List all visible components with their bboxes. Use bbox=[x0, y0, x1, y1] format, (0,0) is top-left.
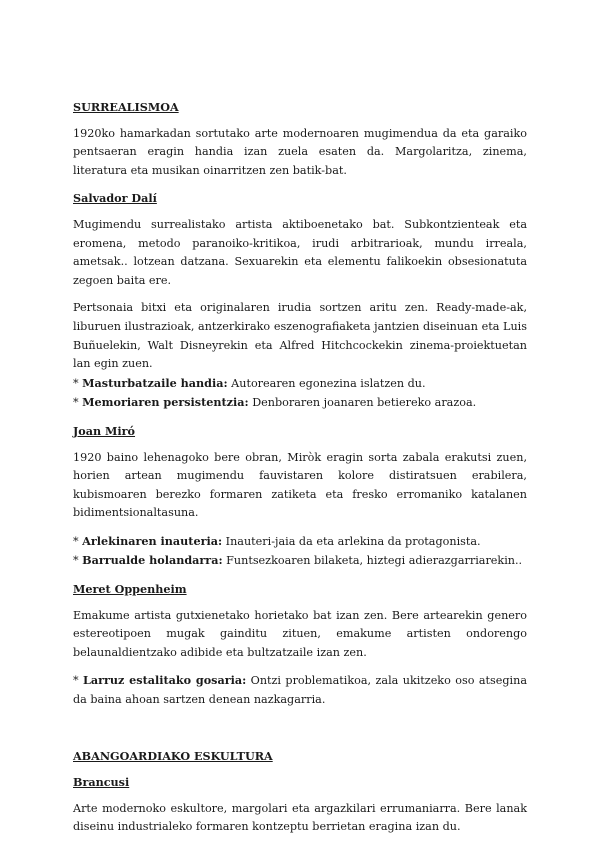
section-heading-surrealismoa: SURREALISMOA bbox=[73, 100, 179, 114]
miro-paragraph-1: 1920 baino lehenagoko bere obran, Miròk eragin sorta zabala erakutsi zuen, horien artean mugimendu fauvistaren kolore distiratsuen erabilera, kubismoaren berezko formaren zatiketa eta fresko erromaniko katalanen bidimentsionaltasuna. bbox=[73, 450, 527, 520]
dali-work-item bbox=[73, 374, 527, 394]
artist-heading-miro: Joan Miró bbox=[73, 423, 136, 438]
work-description: Inauteri-jaia da eta arlekina da protagonista. bbox=[222, 534, 481, 548]
dali-works-list bbox=[73, 374, 527, 413]
work-description: Autorearen egonezina islatzen du. bbox=[227, 376, 426, 390]
bullet-marker: * bbox=[73, 396, 83, 410]
surrealismoa-intro-paragraph: 1920ko hamarkadan sortutako arte modernoaren mugimendua da eta garaiko pentsaeran eragin handia izan zuela esaten da. Margolaritza, zinema, literatura eta musikan oinarritzen zen batik-bat. bbox=[73, 126, 527, 177]
dali-paragraph-2: Pertsonaia bitxi eta originalaren irudia sortzen aritu zen. Ready-made-ak, liburuen ilustrazioak, antzerkirako eszenografiaketa jantzien diseinuan eta Luis Buñuelekin, Walt Disneyrekin eta Alfred Hitchcockekin zinema-proiektuetan lan egin zuen. bbox=[73, 301, 527, 371]
work-title: Memoriaren persistentzia: bbox=[82, 395, 249, 410]
oppenheim-work-item bbox=[73, 671, 527, 709]
miro-work-item bbox=[73, 551, 527, 571]
work-description: Denboraren joanaren betiereko arazoa. bbox=[248, 396, 477, 410]
bullet-marker: * bbox=[73, 534, 83, 548]
section-spacer bbox=[73, 719, 527, 747]
bullet-marker: * bbox=[73, 554, 83, 568]
work-title: Masturbatzaile handia: bbox=[82, 375, 228, 390]
artist-heading-brancusi: Brancusi bbox=[73, 775, 130, 790]
document-page bbox=[73, 98, 527, 846]
bullet-marker: * bbox=[73, 376, 83, 390]
miro-works-list bbox=[73, 532, 527, 571]
bullet-marker: * bbox=[73, 674, 84, 688]
artist-heading-oppenheim: Meret Oppenheim bbox=[73, 582, 187, 597]
work-title: Arlekinaren inauteria: bbox=[82, 533, 223, 548]
artist-heading-dali: Salvador Dalí bbox=[73, 191, 157, 206]
miro-work-item bbox=[73, 532, 527, 552]
work-description: Funtsezkoaren bilaketa, hiztegi adierazgarriarekin.. bbox=[222, 554, 523, 568]
dali-paragraph-1: Mugimendu surrealistako artista aktiboenetako bat. Subkontzienteak eta eromena, metodo paranoiko-kritikoa, irudi arbitrarioak, mundu irreala, ametsak.. lotzean datzana. Sexuarekin eta elementu falikoekin obsesionatuta zegoen baita ere. bbox=[73, 217, 527, 287]
dali-work-item bbox=[73, 393, 527, 413]
oppenheim-paragraph-1: Emakume artista gutxienetako horietako bat izan zen. Bere artearekin genero estereotipoen mugak gainditu zituen, emakume artisten ondorengo belaunaldientzako adibide eta bultzatzaile izan zen. bbox=[73, 608, 527, 659]
section-heading-eskultura: ABANGOARDIAKO ESKULTURA bbox=[73, 748, 273, 763]
brancusi-paragraph-1: Arte modernoko eskultore, margolari eta argazkilari errumaniarra. Bere lanak diseinu industrialeko formaren kontzeptu berrietan eragina izan du. bbox=[73, 801, 527, 834]
work-title: Barrualde holandarra: bbox=[82, 553, 223, 568]
work-title: Larruz estalitako gosaria: bbox=[83, 673, 247, 688]
work-description: Ontzi problematikoa, zala ukitzeko oso atsegina da baina ahoan sartzen denean nazkagarria. bbox=[73, 674, 528, 707]
